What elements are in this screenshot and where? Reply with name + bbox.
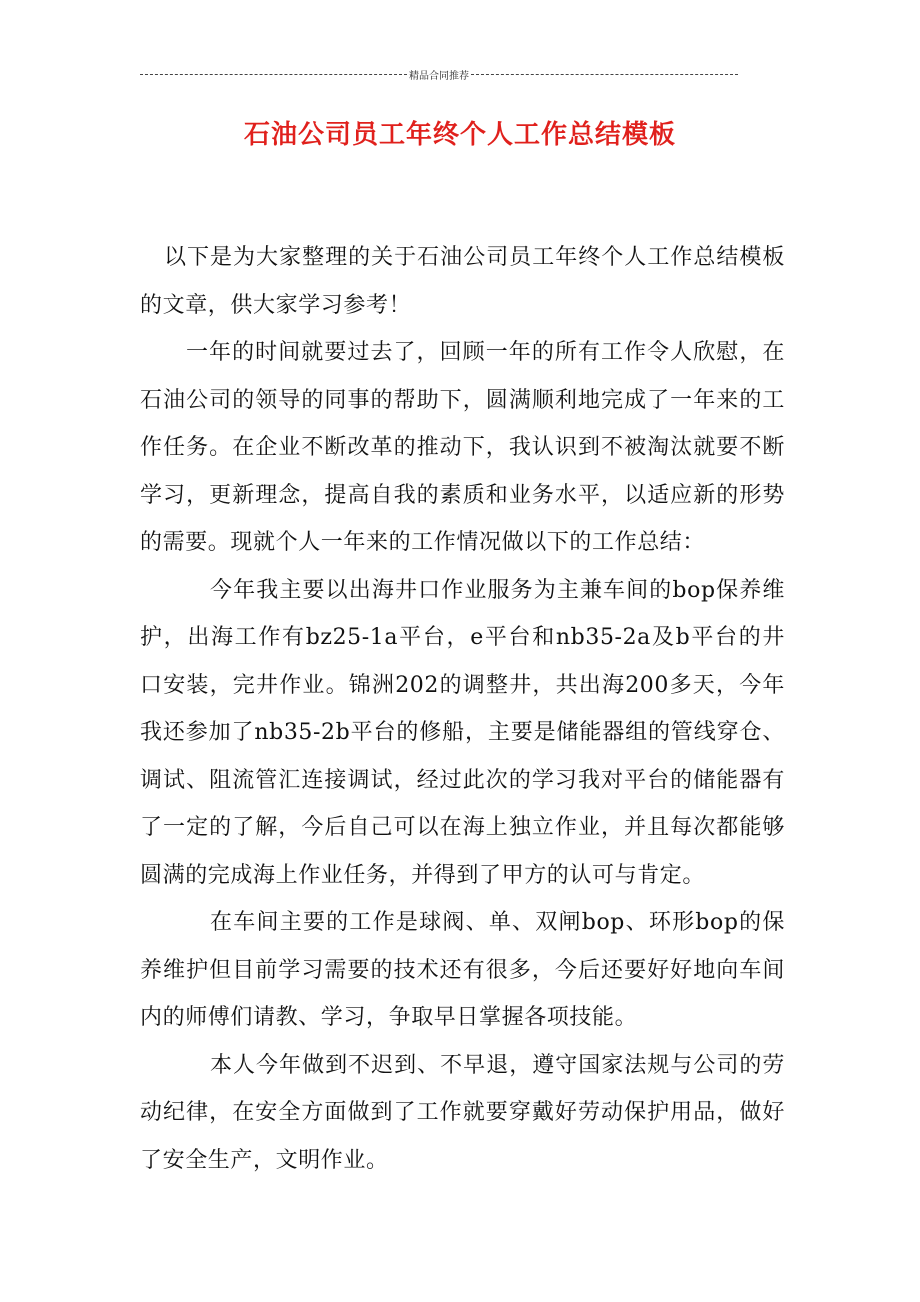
header-rule — [140, 66, 738, 82]
header-dash-left — [140, 74, 407, 75]
header-label: 精品合同推荐 — [409, 70, 469, 82]
paragraph-workshop-work: 在车间主要的工作是球阀、单、双闸bop、环形bop的保养维护但目前学习需要的技术还有很多，今后还要好好地向车间内的师傅们请教、学习，争取早日掌握各项技能。 — [140, 910, 785, 1030]
paragraph-discipline: 本人今年做到不迟到、不早退，遵守国家法规与公司的劳动纪律，在安全方面做到了工作就要穿戴好劳动保护用品，做好了安全生产，文明作业。 — [140, 1052, 785, 1173]
document-body — [140, 234, 785, 1184]
paragraph-overview: 一年的时间就要过去了，回顾一年的所有工作令人欣慰，在石油公司的领导的同事的帮助下，圆满顺利地完成了一年来的工作任务。在企业不断改革的推动下，我认识到不被淘汰就要不断学习，更新理念，提高自我的素质和业务水平，以适应新的形势的需要。现就个人一年来的工作情况做以下的工作总结： — [140, 340, 785, 555]
paragraph-offshore-work: 今年我主要以出海井口作业服务为主兼车间的bop保养维护，出海工作有bz25-1a平台，e平台和nb35-2a及b平台的井口安装，完井作业。锦洲202的调整井，共出海200多天，今年我还参加了nb35-2b平台的修船，主要是储能器组的管线穿仓、调试、阻流管汇连接调试，经过此次的学习我对平台的储能器有了一定的了解，今后自己可以在海上独立作业，并且每次都能够圆满的完成海上作业任务，并得到了甲方的认可与肯定。 — [140, 577, 785, 888]
header-dash-right — [471, 74, 738, 75]
paragraph-intro: 以下是为大家整理的关于石油公司员工年终个人工作总结模板的文章，供大家学习参考！ — [140, 245, 785, 318]
document-title: 石油公司员工年终个人工作总结模板 — [243, 120, 676, 150]
